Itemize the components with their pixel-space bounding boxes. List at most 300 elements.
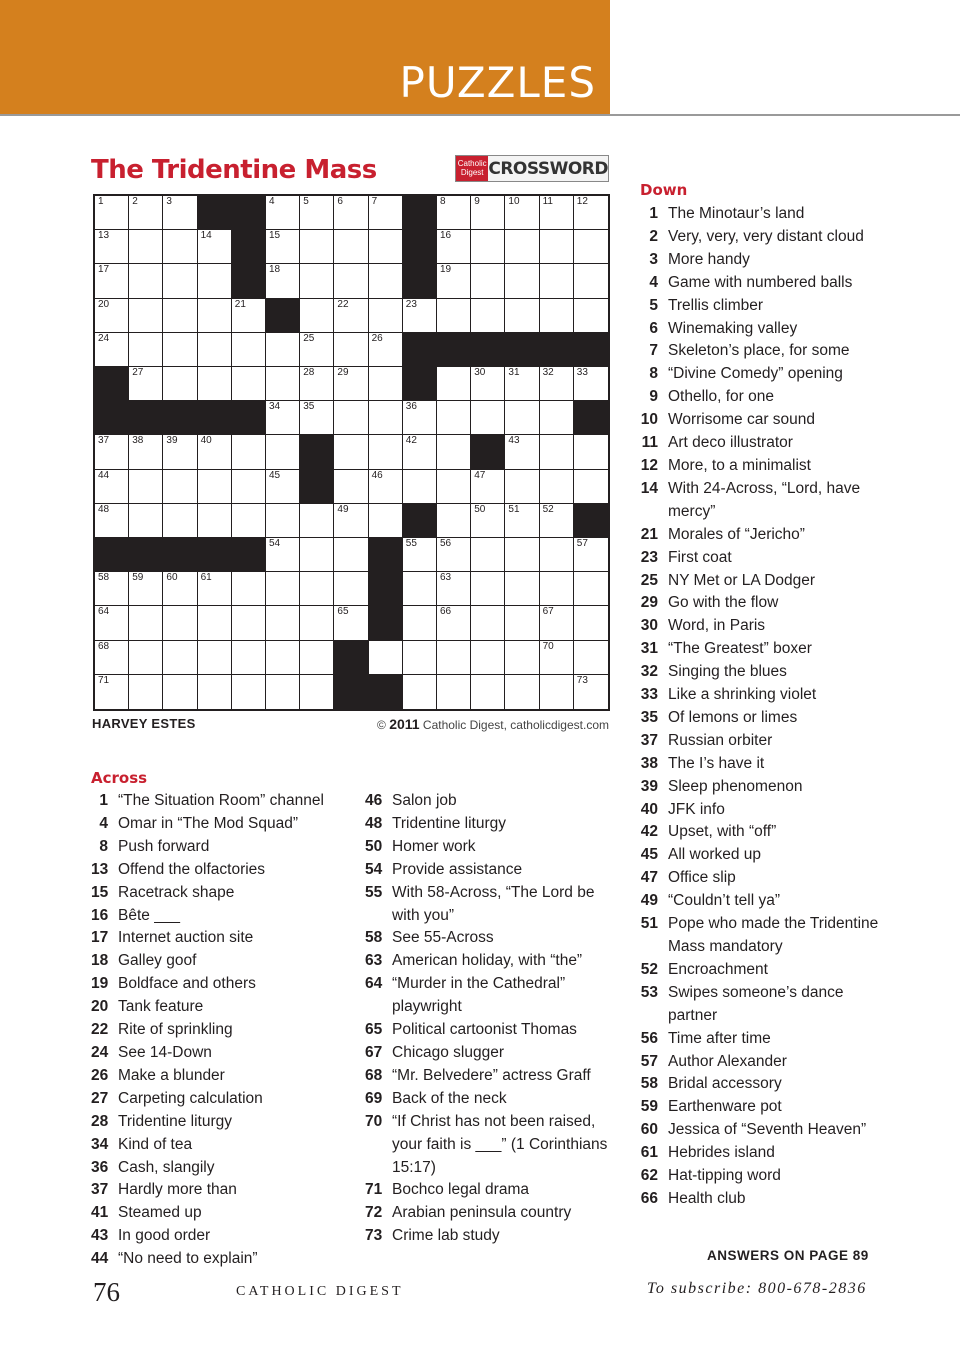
clue-number: 70 [365, 1112, 383, 1130]
clue [640, 1165, 890, 1188]
clue-number: 23 [640, 548, 658, 566]
grid-cell[interactable] [471, 230, 505, 264]
cell-number: 16 [440, 230, 452, 242]
clue [91, 1019, 346, 1042]
clue-number: 15 [91, 883, 109, 901]
clue [365, 1111, 615, 1180]
clue-text: The Minotaur’s land [668, 205, 805, 222]
grid-cell[interactable] [505, 435, 539, 469]
grid-cell[interactable] [403, 299, 437, 333]
grid-cell[interactable] [129, 230, 163, 264]
grid-cell[interactable] [198, 367, 232, 401]
down-heading: Down [640, 181, 688, 199]
clue-text: Bochco legal drama [392, 1181, 529, 1199]
cell-number: 6 [337, 196, 343, 207]
grid-cell[interactable] [198, 435, 232, 469]
grid-block [198, 538, 232, 572]
grid-block [403, 333, 437, 367]
grid-cell[interactable] [437, 572, 471, 606]
grid-cell[interactable] [403, 401, 437, 435]
clue [640, 959, 890, 982]
grid-cell[interactable] [369, 264, 403, 298]
grid-cell[interactable] [198, 572, 232, 606]
grid-block [403, 367, 437, 401]
grid-cell[interactable] [129, 504, 163, 538]
grid-cell[interactable] [129, 675, 163, 709]
clue [640, 1188, 890, 1211]
grid-cell[interactable] [334, 572, 368, 606]
grid-cell[interactable] [540, 367, 574, 401]
grid-cell[interactable] [540, 572, 574, 606]
cell-number: 40 [200, 435, 212, 447]
grid-cell[interactable] [471, 538, 505, 572]
grid-cell[interactable] [574, 606, 608, 640]
clue [640, 570, 890, 593]
grid-cell[interactable] [95, 196, 129, 230]
grid-cell[interactable] [505, 230, 539, 264]
grid-cell[interactable] [163, 196, 197, 230]
grid-block [471, 435, 505, 469]
clue-number: 36 [91, 1158, 109, 1176]
grid-block [437, 333, 471, 367]
clue-number: 55 [365, 883, 383, 901]
grid-cell[interactable] [437, 435, 471, 469]
grid-cell[interactable] [232, 299, 266, 333]
grid-block [403, 264, 437, 298]
grid-cell[interactable] [129, 264, 163, 298]
grid-cell[interactable] [574, 538, 608, 572]
grid-cell[interactable] [369, 333, 403, 367]
cell-number: 58 [98, 572, 110, 584]
grid-cell[interactable] [163, 504, 197, 538]
cell-number: 73 [576, 674, 588, 686]
grid-cell[interactable] [437, 504, 471, 538]
clue-number: 8 [99, 837, 108, 855]
grid-cell[interactable] [129, 470, 163, 504]
grid-cell[interactable] [574, 435, 608, 469]
cell-number: 1 [98, 196, 104, 207]
clue-text: Galley goof [118, 952, 197, 970]
grid-cell[interactable] [471, 401, 505, 435]
grid-cell[interactable] [369, 401, 403, 435]
grid-cell[interactable] [540, 196, 574, 230]
grid-cell[interactable] [369, 230, 403, 264]
clue-text: Trellis climber [668, 296, 764, 314]
clue-text: Of lemons or limes [668, 708, 798, 726]
cell-number: 14 [200, 230, 212, 242]
clue [91, 950, 346, 973]
grid-cell[interactable] [300, 196, 334, 230]
clue-number: 2 [649, 227, 658, 245]
clue [640, 867, 890, 890]
clue-number: 14 [640, 479, 658, 497]
clue-text: Swipes someone’s dance partner [668, 983, 844, 1024]
grid-cell[interactable] [574, 196, 608, 230]
grid-cell[interactable] [540, 230, 574, 264]
across-heading: Across [91, 769, 148, 787]
grid-cell[interactable] [471, 299, 505, 333]
grid-cell[interactable] [369, 435, 403, 469]
grid-cell[interactable] [300, 572, 334, 606]
grid-cell[interactable] [163, 470, 197, 504]
grid-cell[interactable] [129, 572, 163, 606]
grid-cell[interactable] [266, 470, 300, 504]
grid-block [198, 401, 232, 435]
grid-cell[interactable] [198, 264, 232, 298]
grid-cell[interactable] [266, 264, 300, 298]
grid-cell[interactable] [95, 572, 129, 606]
grid-cell[interactable] [505, 641, 539, 675]
grid-cell[interactable] [471, 641, 505, 675]
grid-block [232, 538, 266, 572]
clue [640, 318, 890, 341]
grid-cell[interactable] [540, 401, 574, 435]
grid-cell[interactable] [540, 538, 574, 572]
grid-cell[interactable] [129, 299, 163, 333]
grid-cell[interactable] [163, 435, 197, 469]
grid-cell[interactable] [266, 606, 300, 640]
grid-cell[interactable] [334, 196, 368, 230]
grid-cell[interactable] [437, 606, 471, 640]
grid-cell[interactable] [95, 641, 129, 675]
clue [365, 973, 615, 1019]
grid-cell[interactable] [266, 572, 300, 606]
clue [365, 927, 615, 950]
grid-cell[interactable] [437, 538, 471, 572]
grid-cell[interactable] [95, 504, 129, 538]
grid-cell[interactable] [266, 367, 300, 401]
grid-cell[interactable] [95, 675, 129, 709]
clue-text: Word, in Paris [668, 617, 766, 635]
clue-text: “Couldn’t tell ya” [668, 892, 780, 910]
grid-cell[interactable] [300, 333, 334, 367]
cell-number: 43 [508, 435, 520, 447]
grid-cell[interactable] [505, 264, 539, 298]
grid-cell[interactable] [334, 264, 368, 298]
grid-cell[interactable] [471, 470, 505, 504]
grid-cell[interactable] [232, 470, 266, 504]
clue-text: All worked up [668, 846, 762, 864]
grid-cell[interactable] [163, 367, 197, 401]
grid-block [369, 606, 403, 640]
grid-cell[interactable] [129, 367, 163, 401]
grid-cell[interactable] [505, 196, 539, 230]
clue [640, 982, 890, 1028]
grid-cell[interactable] [540, 504, 574, 538]
clue-text: Offend the olfactories [118, 860, 266, 878]
grid-cell[interactable] [334, 435, 368, 469]
clue-number: 24 [91, 1043, 109, 1061]
grid-cell[interactable] [437, 470, 471, 504]
grid-cell[interactable] [505, 470, 539, 504]
grid-cell[interactable] [574, 470, 608, 504]
clue [91, 1248, 346, 1271]
clue-number: 12 [640, 456, 658, 474]
clue-number: 65 [365, 1021, 383, 1039]
clue-text: The I’s have it [668, 754, 765, 772]
grid-cell[interactable] [403, 572, 437, 606]
grid-cell[interactable] [437, 401, 471, 435]
grid-cell[interactable] [198, 675, 232, 709]
clue-number: 27 [91, 1089, 109, 1107]
grid-cell[interactable] [403, 641, 437, 675]
grid-cell[interactable] [300, 606, 334, 640]
clue-number: 9 [649, 388, 658, 406]
grid-cell[interactable] [505, 606, 539, 640]
grid-cell[interactable] [95, 299, 129, 333]
grid-cell[interactable] [334, 401, 368, 435]
grid-cell[interactable] [369, 299, 403, 333]
cell-number: 60 [166, 572, 178, 584]
grid-cell[interactable] [540, 299, 574, 333]
grid-cell[interactable] [574, 230, 608, 264]
clue [91, 1225, 346, 1248]
grid-cell[interactable] [540, 675, 574, 709]
grid-cell[interactable] [471, 572, 505, 606]
grid-block [574, 333, 608, 367]
grid-cell[interactable] [129, 641, 163, 675]
grid-cell[interactable] [574, 264, 608, 298]
clue-text: Very, very, very distant cloud [668, 227, 864, 245]
grid-cell[interactable] [266, 675, 300, 709]
grid-cell[interactable] [95, 264, 129, 298]
clue [640, 1028, 890, 1051]
grid-cell[interactable] [334, 606, 368, 640]
grid-cell[interactable] [403, 606, 437, 640]
grid-cell[interactable] [505, 572, 539, 606]
clue-text: Time after time [668, 1029, 771, 1047]
clue-number: 17 [91, 929, 109, 947]
clue [91, 1179, 346, 1202]
grid-cell[interactable] [505, 504, 539, 538]
grid-block [505, 333, 539, 367]
clue [640, 799, 890, 822]
grid-cell[interactable] [471, 196, 505, 230]
grid-cell[interactable] [505, 538, 539, 572]
grid-cell[interactable] [300, 401, 334, 435]
grid-cell[interactable] [163, 230, 197, 264]
grid-cell[interactable] [437, 675, 471, 709]
grid-cell[interactable] [437, 264, 471, 298]
grid-cell[interactable] [163, 606, 197, 640]
grid-cell[interactable] [369, 470, 403, 504]
grid-cell[interactable] [505, 367, 539, 401]
grid-cell[interactable] [232, 435, 266, 469]
grid-cell[interactable] [300, 675, 334, 709]
cell-number: 33 [576, 367, 588, 378]
clue-text: “Murder in the Cathedral” playwright [392, 975, 566, 1016]
grid-cell[interactable] [505, 299, 539, 333]
grid-cell[interactable] [540, 264, 574, 298]
grid-cell[interactable] [369, 367, 403, 401]
cell-number: 71 [98, 674, 110, 686]
grid-cell[interactable] [403, 675, 437, 709]
grid-cell[interactable] [266, 401, 300, 435]
grid-cell[interactable] [198, 504, 232, 538]
grid-cell[interactable] [300, 367, 334, 401]
grid-cell[interactable] [505, 401, 539, 435]
grid-cell[interactable] [403, 470, 437, 504]
cell-number: 47 [474, 469, 486, 481]
grid-cell[interactable] [266, 435, 300, 469]
clue-number: 45 [640, 846, 658, 864]
clue [640, 203, 890, 226]
crossword-wordmark: CROSSWORD [488, 158, 608, 179]
grid-cell[interactable] [540, 641, 574, 675]
grid-cell[interactable] [437, 367, 471, 401]
clue [91, 859, 346, 882]
grid-cell[interactable] [437, 299, 471, 333]
grid-cell[interactable] [198, 641, 232, 675]
grid-cell[interactable] [300, 641, 334, 675]
grid-cell[interactable] [232, 675, 266, 709]
cell-number: 20 [98, 298, 110, 310]
grid-cell[interactable] [198, 333, 232, 367]
clue-number: 56 [640, 1029, 658, 1047]
grid-cell[interactable] [334, 333, 368, 367]
grid-cell[interactable] [471, 504, 505, 538]
clue-text: Upset, with “off” [668, 823, 777, 841]
grid-cell[interactable] [266, 538, 300, 572]
grid-cell[interactable] [471, 367, 505, 401]
clue-text: Chicago slugger [392, 1043, 505, 1061]
clue-text: Bridal accessory [668, 1075, 782, 1093]
cell-number: 51 [508, 503, 520, 515]
grid-cell[interactable] [95, 435, 129, 469]
clue [640, 1096, 890, 1119]
grid-cell[interactable] [300, 504, 334, 538]
grid-block [129, 538, 163, 572]
grid-cell[interactable] [129, 435, 163, 469]
grid-cell[interactable] [95, 333, 129, 367]
clue [91, 882, 346, 905]
grid-cell[interactable] [300, 230, 334, 264]
catholic-digest-logo: Catholic Digest [456, 156, 488, 181]
grid-cell[interactable] [198, 299, 232, 333]
grid-cell[interactable] [369, 504, 403, 538]
grid-cell[interactable] [334, 367, 368, 401]
grid-cell[interactable] [334, 299, 368, 333]
grid-cell[interactable] [266, 641, 300, 675]
grid-cell[interactable] [266, 196, 300, 230]
grid-cell[interactable] [198, 606, 232, 640]
cell-number: 17 [98, 264, 110, 276]
grid-cell[interactable] [369, 641, 403, 675]
clue-number: 4 [649, 273, 658, 291]
grid-cell[interactable] [334, 230, 368, 264]
grid-cell[interactable] [574, 675, 608, 709]
grid-block [95, 538, 129, 572]
grid-cell[interactable] [574, 367, 608, 401]
grid-cell[interactable] [163, 299, 197, 333]
clue-number: 58 [365, 929, 383, 947]
clue [640, 890, 890, 913]
clue-text: Kind of tea [118, 1135, 193, 1153]
cell-number: 70 [542, 640, 554, 652]
grid-cell[interactable] [198, 470, 232, 504]
grid-block [129, 401, 163, 435]
clue [640, 844, 890, 867]
clue-number: 71 [365, 1181, 383, 1199]
grid-cell[interactable] [129, 333, 163, 367]
grid-cell[interactable] [163, 333, 197, 367]
grid-cell[interactable] [574, 641, 608, 675]
grid-cell[interactable] [266, 504, 300, 538]
grid-cell[interactable] [266, 230, 300, 264]
cell-number: 54 [269, 538, 281, 549]
grid-cell[interactable] [232, 333, 266, 367]
grid-cell[interactable] [505, 675, 539, 709]
clue-text: More, to a minimalist [668, 456, 811, 474]
clue-number: 20 [91, 998, 109, 1016]
grid-cell[interactable] [437, 230, 471, 264]
grid-cell[interactable] [540, 470, 574, 504]
clue [640, 1051, 890, 1074]
grid-block [574, 401, 608, 435]
grid-cell[interactable] [574, 572, 608, 606]
grid-cell[interactable] [300, 299, 334, 333]
grid-cell[interactable] [163, 572, 197, 606]
grid-cell[interactable] [232, 641, 266, 675]
grid-cell[interactable] [300, 538, 334, 572]
grid-block [232, 264, 266, 298]
grid-cell[interactable] [471, 606, 505, 640]
grid-cell[interactable] [471, 675, 505, 709]
grid-cell[interactable] [403, 538, 437, 572]
grid-cell[interactable] [540, 606, 574, 640]
grid-cell[interactable] [129, 196, 163, 230]
grid-cell[interactable] [300, 264, 334, 298]
grid-cell[interactable] [163, 264, 197, 298]
grid-cell[interactable] [198, 230, 232, 264]
grid-cell[interactable] [334, 504, 368, 538]
grid-cell[interactable] [437, 641, 471, 675]
grid-cell[interactable] [403, 435, 437, 469]
grid-cell[interactable] [232, 504, 266, 538]
grid-cell[interactable] [471, 264, 505, 298]
grid-cell[interactable] [95, 230, 129, 264]
grid-cell[interactable] [334, 470, 368, 504]
cell-number: 63 [440, 572, 452, 584]
grid-cell[interactable] [232, 606, 266, 640]
clue-number: 42 [640, 823, 658, 841]
grid-cell[interactable] [437, 196, 471, 230]
grid-cell[interactable] [369, 196, 403, 230]
grid-cell[interactable] [266, 333, 300, 367]
grid-cell[interactable] [163, 675, 197, 709]
grid-cell[interactable] [129, 606, 163, 640]
grid-cell[interactable] [95, 606, 129, 640]
grid-cell[interactable] [232, 367, 266, 401]
cell-number: 4 [269, 196, 275, 207]
cell-number: 38 [132, 435, 144, 447]
grid-cell[interactable] [232, 572, 266, 606]
grid-cell[interactable] [574, 299, 608, 333]
clue-text: Health club [668, 1189, 746, 1207]
grid-block [403, 504, 437, 538]
grid-block [163, 401, 197, 435]
clue-number: 51 [640, 915, 658, 933]
clue-text: Internet auction site [118, 929, 254, 947]
grid-cell[interactable] [163, 641, 197, 675]
clue-number: 28 [91, 1112, 109, 1130]
grid-cell[interactable] [334, 538, 368, 572]
grid-cell[interactable] [540, 435, 574, 469]
clue [91, 1088, 346, 1111]
grid-cell[interactable] [95, 470, 129, 504]
grid-block [95, 401, 129, 435]
cell-number: 10 [508, 196, 520, 207]
